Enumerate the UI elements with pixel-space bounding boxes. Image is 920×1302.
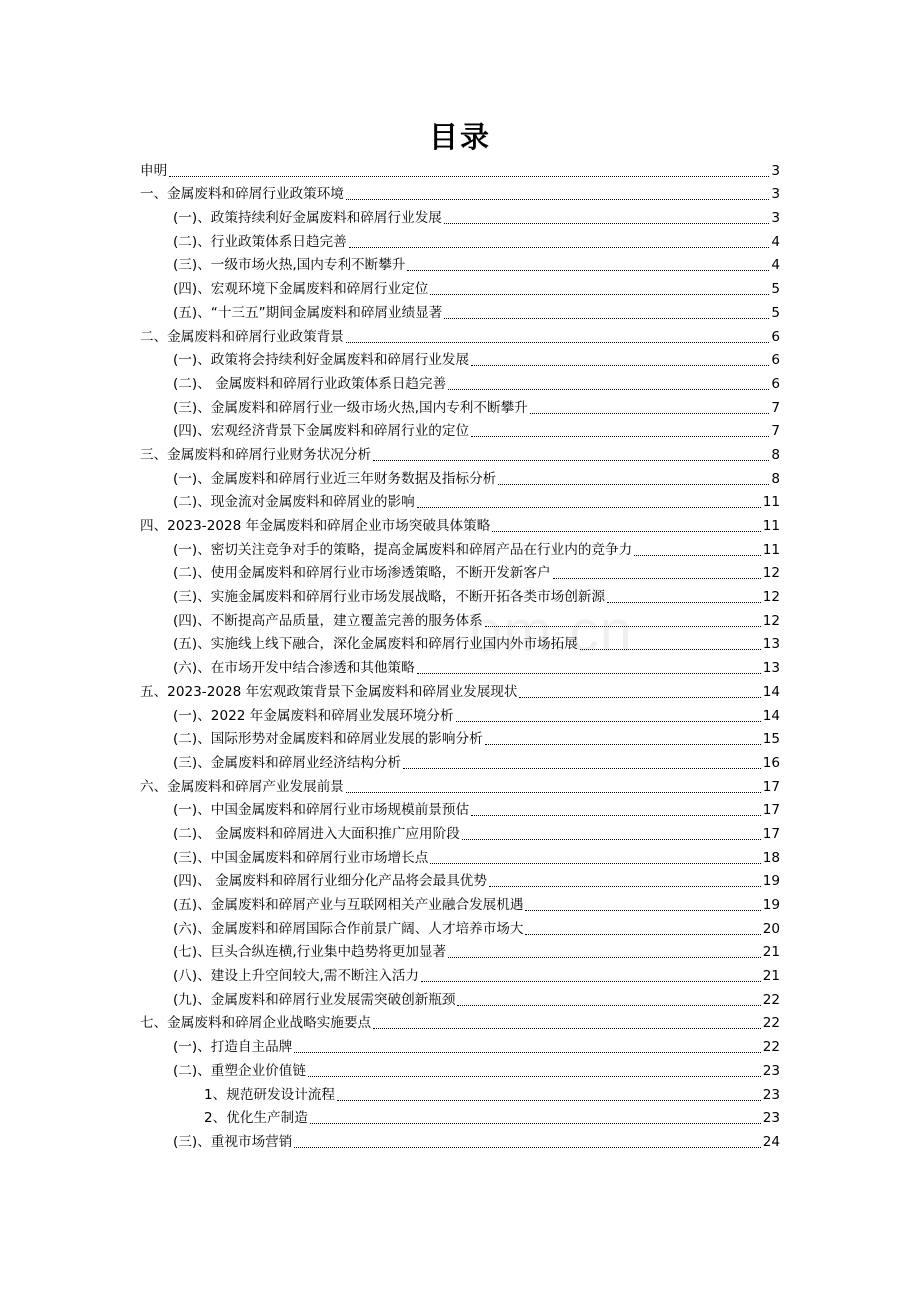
toc-entry-title: (八)、建设上升空间较大,需不断注入活力 <box>173 968 420 985</box>
toc-entry[interactable] <box>140 726 780 750</box>
dot-leader <box>308 1061 761 1081</box>
toc-entry-page-number: 18 <box>762 849 780 866</box>
toc-entry-page-number: 5 <box>771 281 780 298</box>
toc-entry[interactable] <box>140 370 780 394</box>
toc-entry-page-number: 12 <box>762 565 780 582</box>
toc-entry-page-number: 14 <box>762 683 780 700</box>
dot-leader <box>417 492 761 512</box>
toc-entry-title: (六)、金属废料和碎屑国际合作前景广阔、人才培养市场大 <box>173 920 524 937</box>
toc-entry-page-number: 8 <box>771 446 780 463</box>
toc-entry-title: 1、规范研发设计流程 <box>204 1086 335 1103</box>
toc-entry-page-number: 11 <box>762 541 780 558</box>
toc-entry[interactable] <box>140 939 780 963</box>
toc-entry[interactable] <box>140 797 780 821</box>
dot-leader <box>349 232 770 252</box>
toc-entry-page-number: 3 <box>771 162 780 179</box>
toc-entry-page-number: 20 <box>762 920 780 937</box>
dot-leader <box>498 469 769 489</box>
toc-entry-page-number: 13 <box>762 636 780 653</box>
dot-leader <box>607 587 761 607</box>
dot-leader <box>448 942 760 962</box>
toc-entry[interactable] <box>140 654 780 678</box>
toc-entry-title: (二)、重塑企业价值链 <box>173 1062 306 1079</box>
toc-entry-page-number: 3 <box>771 210 780 227</box>
toc-entry-page-number: 22 <box>762 1015 780 1032</box>
toc-entry-title: (六)、在市场开发中结合渗透和其他策略 <box>173 660 415 677</box>
toc-entry-page-number: 19 <box>762 897 780 913</box>
dot-leader <box>444 208 769 228</box>
toc-entry-page-number: 14 <box>762 707 780 724</box>
toc-entry-page-number: 6 <box>771 375 780 392</box>
toc-entry[interactable] <box>140 323 780 347</box>
toc-entry-page-number: 24 <box>762 1133 780 1150</box>
toc-entry-title: 六、金属废料和碎屑产业发展前景 <box>140 778 344 795</box>
toc-entry-title: (三)、重视市场营销 <box>173 1133 293 1150</box>
dot-leader <box>310 1108 761 1128</box>
toc-entry[interactable] <box>140 1081 780 1105</box>
toc-entry-page-number: 7 <box>771 423 780 440</box>
dot-leader <box>294 1037 760 1057</box>
toc-entry-title: (七)、巨头合纵连横,行业集中趋势将更加显著 <box>173 944 447 961</box>
page-title: 目录 <box>428 120 491 154</box>
dot-leader <box>457 990 760 1010</box>
toc-entry-title: 二、金属废料和碎屑行业政策背景 <box>140 328 344 345</box>
dot-leader <box>492 516 760 536</box>
dot-leader <box>444 303 769 323</box>
toc-entry-title: 七、金属废料和碎屑企业战略实施要点 <box>140 1015 372 1032</box>
toc-entry[interactable] <box>140 868 780 892</box>
dot-leader <box>525 919 760 939</box>
toc-entry-title: (二)、使用金属废料和碎屑行业市场渗透策略，不断开发新客户 <box>173 565 551 582</box>
toc-entry[interactable] <box>140 441 780 465</box>
toc-entry[interactable] <box>140 773 780 797</box>
toc-entry-page-number: 8 <box>771 470 780 487</box>
toc-entry-title: (三)、中国金属废料和碎屑行业市场增长点 <box>173 849 429 866</box>
toc-entry-title: (五)、实施线上线下融合，深化金属废料和碎屑行业国内外市场拓展 <box>173 636 578 653</box>
watermark: om.cn <box>470 599 633 664</box>
toc-entry-page-number: 6 <box>771 352 780 369</box>
toc-entry-page-number: 3 <box>771 186 780 203</box>
toc-entry-page-number: 19 <box>762 873 780 890</box>
toc-entry[interactable] <box>140 631 780 655</box>
dot-leader <box>471 421 769 441</box>
toc-entry-page-number: 22 <box>762 991 780 1008</box>
toc-entry-page-number: 22 <box>762 1039 780 1056</box>
dot-leader <box>294 1132 760 1152</box>
toc-entry-title: 申明 <box>140 162 168 179</box>
toc-entry[interactable] <box>140 275 780 299</box>
toc-entry-page-number: 21 <box>762 968 780 985</box>
dot-leader <box>417 658 761 678</box>
dot-leader <box>403 753 761 773</box>
toc-entry-page-number: 15 <box>762 731 780 748</box>
dot-leader <box>337 1085 761 1105</box>
toc-entry[interactable] <box>140 1057 780 1081</box>
toc-entry-page-number: 16 <box>762 754 780 771</box>
toc-entry-page-number: 7 <box>771 399 780 416</box>
toc-entry-page-number: 4 <box>771 257 780 274</box>
table-of-contents <box>140 157 780 1152</box>
toc-entry-title: (三)、金属废料和碎屑行业一级市场火热,国内专利不断攀升 <box>173 399 528 416</box>
toc-entry-title: (二)、国际形势对金属废料和碎屑业发展的影响分析 <box>173 731 483 748</box>
toc-entry[interactable] <box>140 1010 780 1034</box>
toc-entry-page-number: 5 <box>771 304 780 321</box>
toc-entry[interactable] <box>140 1033 780 1057</box>
toc-entry-page-number: 11 <box>762 518 780 534</box>
toc-entry-page-number: 11 <box>762 494 780 511</box>
toc-entry-title: (一)、中国金属废料和碎屑行业市场规模前景预估 <box>173 802 470 819</box>
toc-entry[interactable] <box>140 891 780 915</box>
toc-entry[interactable] <box>140 583 780 607</box>
dot-leader <box>485 611 761 631</box>
dot-leader <box>346 327 769 347</box>
dot-leader <box>448 374 769 394</box>
toc-entry-page-number: 13 <box>762 660 780 677</box>
toc-entry[interactable] <box>140 678 780 702</box>
dot-leader <box>346 184 769 204</box>
toc-entry-title: (五)、“十三五”期间金属废料和碎屑业绩显著 <box>173 304 443 321</box>
toc-entry-title: (九)、金属废料和碎屑行业发展需突破创新瓶颈 <box>173 991 456 1008</box>
toc-entry-title: 三、金属废料和碎屑行业财务状况分析 <box>140 446 372 463</box>
toc-entry[interactable] <box>140 228 780 252</box>
dot-leader <box>462 824 761 844</box>
toc-entry[interactable] <box>140 536 780 560</box>
toc-entry[interactable] <box>140 986 780 1010</box>
toc-entry-title: 一、金属废料和碎屑行业政策环境 <box>140 186 344 203</box>
toc-entry[interactable] <box>140 204 780 228</box>
toc-entry[interactable] <box>140 489 780 513</box>
toc-entry[interactable] <box>140 915 780 939</box>
toc-entry-title: (三)、一级市场火热,国内专利不断攀升 <box>173 257 406 274</box>
dot-leader <box>456 706 761 726</box>
dot-leader <box>421 966 761 986</box>
toc-entry[interactable] <box>140 394 780 418</box>
dot-leader <box>407 255 769 275</box>
dot-leader <box>471 800 761 820</box>
dot-leader <box>485 729 761 749</box>
toc-entry-title: (一)、金属废料和碎屑行业近三年财务数据及指标分析 <box>173 470 497 487</box>
dot-leader <box>373 445 769 465</box>
toc-entry[interactable] <box>140 962 780 986</box>
toc-entry-title: (四)、不断提高产品质量，建立覆盖完善的服务体系 <box>173 612 483 629</box>
toc-entry-page-number: 23 <box>762 1110 780 1127</box>
dot-leader <box>346 777 761 797</box>
toc-entry-page-number: 4 <box>771 233 780 250</box>
dot-leader <box>373 1013 761 1033</box>
toc-entry-title: (二)、 金属废料和碎屑进入大面积推广应用阶段 <box>173 825 460 842</box>
toc-entry-title: (四)、宏观环境下金属废料和碎屑行业定位 <box>173 281 429 298</box>
toc-entry-page-number: 21 <box>762 944 780 961</box>
toc-entry[interactable] <box>140 465 780 489</box>
toc-entry-title: 五、2023-2028 年宏观政策背景下金属废料和碎屑业发展现状 <box>140 683 518 700</box>
toc-entry-title: (三)、实施金属废料和碎屑行业市场发展战略，不断开拓各类市场创新源 <box>173 589 606 606</box>
dot-leader <box>530 398 770 418</box>
toc-entry-title: (一)、2022 年金属废料和碎屑业发展环境分析 <box>173 707 454 724</box>
dot-leader <box>519 682 760 702</box>
dot-leader <box>471 350 769 370</box>
toc-entry-page-number: 23 <box>762 1086 780 1103</box>
toc-entry-title: (四)、宏观经济背景下金属废料和碎屑行业的定位 <box>173 423 470 440</box>
toc-entry[interactable] <box>140 347 780 371</box>
toc-entry[interactable] <box>140 560 780 584</box>
toc-entry-page-number: 17 <box>762 825 780 842</box>
dot-leader <box>169 161 769 181</box>
toc-entry[interactable] <box>140 749 780 773</box>
dot-leader <box>430 848 760 868</box>
toc-entry-page-number: 12 <box>762 589 780 606</box>
toc-entry-title: (一)、密切关注竞争对手的策略，提高金属废料和碎屑产品在行业内的竞争力 <box>173 541 633 558</box>
dot-leader <box>634 540 760 560</box>
toc-entry-title: (一)、打造自主品牌 <box>173 1039 293 1056</box>
toc-entry[interactable] <box>140 702 780 726</box>
toc-entry[interactable] <box>140 157 780 181</box>
toc-entry-page-number: 6 <box>771 328 780 345</box>
toc-entry-title: (一)、政策将会持续利好金属废料和碎屑行业发展 <box>173 352 470 369</box>
toc-entry-title: (三)、金属废料和碎屑业经济结构分析 <box>173 754 402 771</box>
toc-entry-title: (二)、 金属废料和碎屑行业政策体系日趋完善 <box>173 375 447 392</box>
toc-entry-title: (二)、现金流对金属废料和碎屑业的影响 <box>173 494 415 511</box>
toc-entry[interactable] <box>140 512 780 536</box>
dot-leader <box>553 563 761 583</box>
toc-entry[interactable] <box>140 181 780 205</box>
toc-entry-title: 2、优化生产制造 <box>204 1110 308 1127</box>
toc-entry-page-number: 17 <box>762 802 780 819</box>
dot-leader <box>525 895 760 915</box>
toc-entry[interactable] <box>140 844 780 868</box>
toc-entry-title: (一)、政策持续利好金属废料和碎屑行业发展 <box>173 210 442 227</box>
dot-leader <box>489 871 761 891</box>
toc-entry[interactable] <box>140 1128 780 1152</box>
toc-entry-title: (五)、金属废料和碎屑产业与互联网相关产业融合发展机遇 <box>173 897 524 913</box>
toc-entry-page-number: 17 <box>762 778 780 795</box>
toc-entry-page-number: 23 <box>762 1062 780 1079</box>
dot-leader <box>580 634 761 654</box>
toc-entry-title: (二)、行业政策体系日趋完善 <box>173 233 347 250</box>
toc-entry[interactable] <box>140 252 780 276</box>
toc-entry[interactable] <box>140 1105 780 1129</box>
toc-entry-title: 四、2023-2028 年金属废料和碎屑企业市场突破具体策略 <box>140 518 491 534</box>
toc-entry-title: (四)、 金属废料和碎屑行业细分化产品将会最具优势 <box>173 873 487 890</box>
toc-entry[interactable] <box>140 607 780 631</box>
toc-entry[interactable] <box>140 418 780 442</box>
dot-leader <box>430 279 769 299</box>
toc-entry[interactable] <box>140 820 780 844</box>
toc-entry-page-number: 12 <box>762 612 780 629</box>
toc-entry[interactable] <box>140 299 780 323</box>
